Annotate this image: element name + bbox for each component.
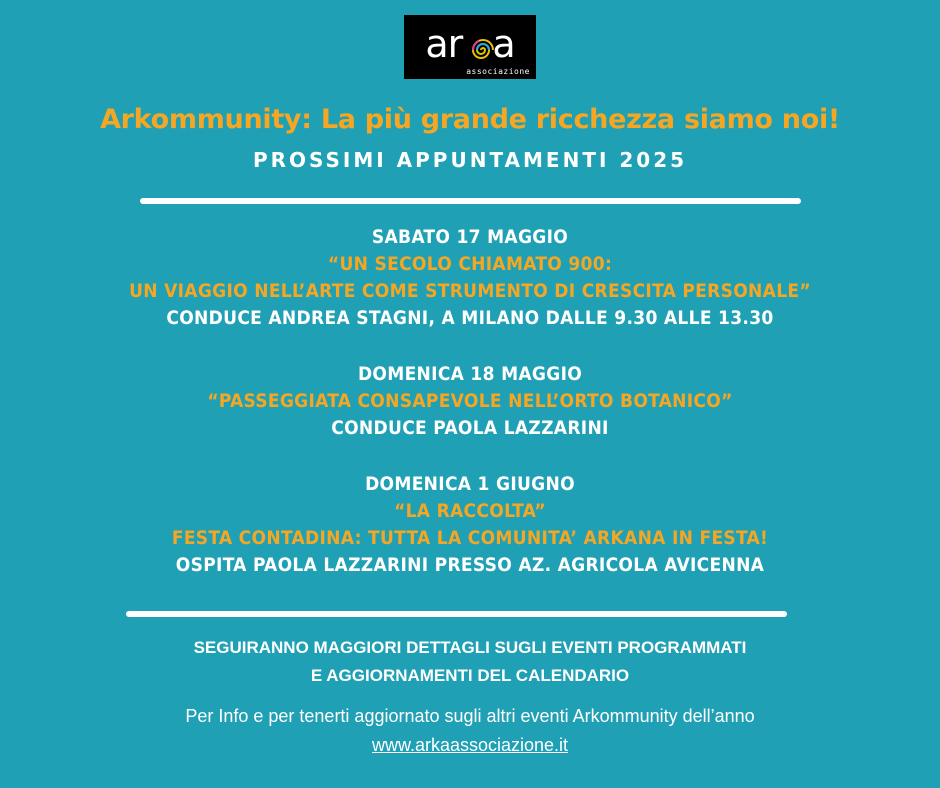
website-link[interactable]: www.arkaassociazione.it [371, 735, 569, 755]
event-title: “UN SECOLO CHIAMATO 900: [327, 253, 613, 275]
more-details-note [0, 634, 940, 690]
divider-top [140, 198, 801, 204]
event-title: “LA RACCOLTA” [394, 500, 546, 522]
event-title: “PASSEGGIATA CONSAPEVOLE NELL’ORTO BOTANICO” [207, 390, 733, 412]
logo-subtitle: associazione [466, 67, 530, 76]
event-date: DOMENICA 1 GIUGNO [365, 473, 575, 495]
event-3 [0, 471, 940, 579]
event-date: DOMENICA 18 MAGGIO [357, 363, 583, 385]
event-detail: CONDUCE ANDREA STAGNI, A MILANO DALLE 9.30 ALLE 13.30 [166, 307, 774, 329]
logo-wordmark: ar a [425, 22, 515, 66]
page-title: Arkommunity: La più grande ricchezza siamo noi! [100, 104, 840, 135]
event-2 [0, 361, 940, 442]
spiral-icon [468, 35, 498, 65]
more-line-2: E AGGIORNAMENTI DEL CALENDARIO [310, 666, 630, 685]
logo [404, 15, 536, 79]
event-title-line2: UN VIAGGIO NELL’ARTE COME STRUMENTO DI CRESCITA PERSONALE” [129, 280, 811, 302]
event-date: SABATO 17 MAGGIO [371, 226, 569, 248]
page-subtitle: PROSSIMI APPUNTAMENTI 2025 [252, 148, 688, 172]
event-detail: CONDUCE PAOLA LAZZARINI [331, 417, 609, 439]
info-block [0, 702, 940, 760]
divider-bottom [126, 611, 787, 617]
event-1 [0, 224, 940, 332]
info-text: Per Info e per tenerti aggiornato sugli altri eventi Arkommunity dell’anno [185, 706, 755, 726]
event-detail: OSPITA PAOLA LAZZARINI PRESSO AZ. AGRICOLA AVICENNA [175, 554, 765, 576]
event-title-line2: FESTA CONTADINA: TUTTA LA COMUNITA’ ARKANA IN FESTA! [171, 527, 769, 549]
more-line-1: SEGUIRANNO MAGGIORI DETTAGLI SUGLI EVENTI PROGRAMMATI [193, 638, 747, 657]
